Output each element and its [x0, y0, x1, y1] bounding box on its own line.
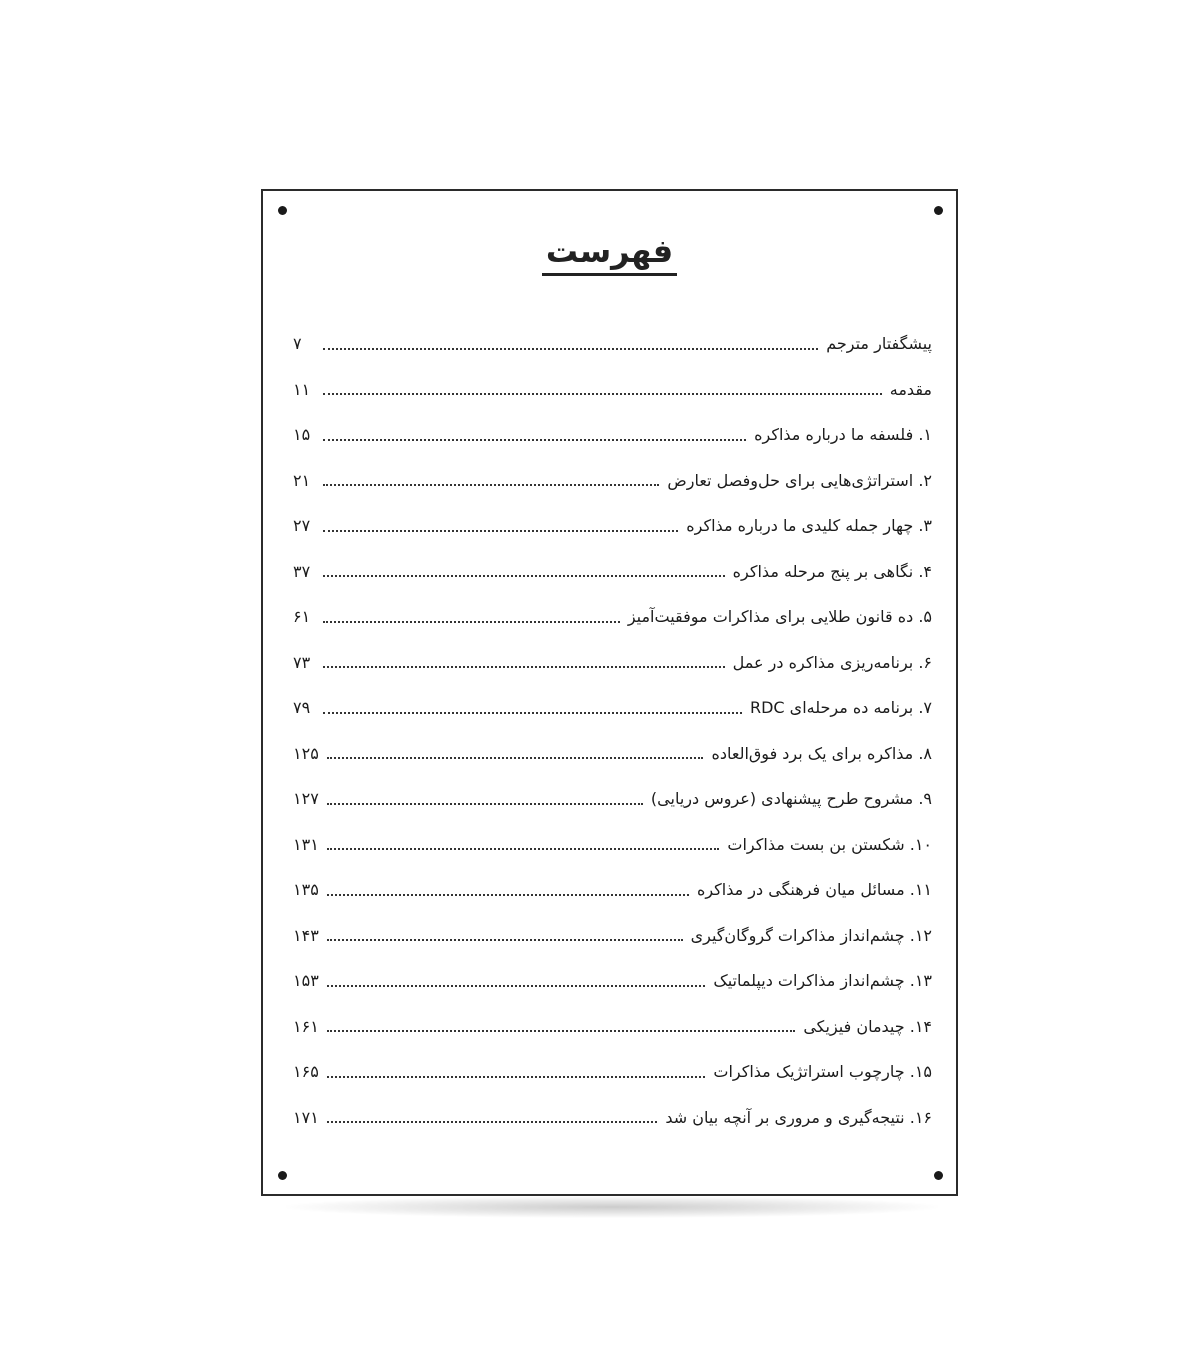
- toc-entry-page-number: ۱۶۱: [293, 1016, 319, 1036]
- toc-entry-title: ۷. برنامه ده مرحله‌ای RDC: [749, 698, 932, 718]
- dot-leader: [323, 439, 746, 441]
- dot-leader: [323, 712, 742, 714]
- toc-entry-title: ۱۵. چارچوب استراتژیک مذاکرات: [713, 1062, 932, 1082]
- toc-entry: [293, 640, 932, 686]
- dot-leader: [327, 1076, 706, 1078]
- toc-entry-page-number: ۱۱: [293, 379, 311, 399]
- dot-leader: [327, 894, 689, 896]
- dot-leader: [327, 1030, 796, 1032]
- toc-entry: [293, 867, 932, 913]
- dot-leader: [327, 1121, 658, 1123]
- toc-entry: [293, 503, 932, 549]
- toc-entry-page-number: ۱۴۳: [293, 925, 319, 945]
- toc-entry-title: ۶. برنامه‌ریزی مذاکره در عمل: [732, 652, 932, 672]
- toc-entry: [293, 731, 932, 777]
- toc-entry: [293, 1004, 932, 1050]
- corner-dot-icon: [278, 1171, 287, 1180]
- dot-leader: [323, 484, 659, 486]
- toc-entry-title: ۱۲. چشم‌انداز مذاکرات گروگان‌گیری: [690, 925, 932, 945]
- toc-entry: [293, 594, 932, 640]
- table-of-contents: [293, 321, 932, 1140]
- toc-entry-title: ۴. نگاهی بر پنج مرحله مذاکره: [732, 561, 932, 581]
- toc-entry-title: ۱۳. چشم‌انداز مذاکرات دیپلماتیک: [713, 971, 932, 991]
- toc-page-frame: [261, 189, 958, 1196]
- dot-leader: [323, 666, 725, 668]
- toc-entry: [293, 549, 932, 595]
- page-shadow: [286, 1196, 938, 1218]
- dot-leader: [327, 939, 683, 941]
- toc-entry: [293, 321, 932, 367]
- dot-leader: [323, 530, 678, 532]
- toc-entry-page-number: ۳۷: [293, 561, 311, 581]
- toc-entry-page-number: ۷۳: [293, 652, 311, 672]
- toc-entry: [293, 1095, 932, 1141]
- page-title-wrapper: [263, 231, 956, 276]
- toc-entry-page-number: ۱۷۱: [293, 1107, 319, 1127]
- toc-entry-page-number: ۱۶۵: [293, 1062, 319, 1082]
- toc-entry-title: ۵. ده قانون طلایی برای مذاکرات موفقیت‌آمیز: [627, 607, 932, 627]
- toc-entry-page-number: ۱۲۵: [293, 743, 319, 763]
- toc-entry-page-number: ۱۳۱: [293, 834, 319, 854]
- toc-entry: [293, 1049, 932, 1095]
- toc-entry: [293, 367, 932, 413]
- toc-entry-page-number: ۱۳۵: [293, 880, 319, 900]
- toc-entry: [293, 776, 932, 822]
- corner-dot-icon: [278, 206, 287, 215]
- toc-entry: [293, 412, 932, 458]
- toc-entry-title: ۱۴. چیدمان فیزیکی: [803, 1016, 932, 1036]
- dot-leader: [327, 985, 706, 987]
- toc-entry-title: ۱۶. نتیجه‌گیری و مروری بر آنچه بیان شد: [665, 1107, 932, 1127]
- toc-entry: [293, 822, 932, 868]
- toc-entry-title: ۲. استراتژی‌هایی برای حل‌وفصل تعارض: [667, 470, 932, 490]
- page-title: فهرست: [542, 231, 677, 276]
- toc-entry-page-number: ۷: [293, 334, 302, 354]
- dot-leader: [323, 393, 882, 395]
- corner-dot-icon: [934, 206, 943, 215]
- toc-entry-page-number: ۱۵۳: [293, 971, 319, 991]
- toc-entry-page-number: ۱۵: [293, 425, 311, 445]
- toc-entry-title: ۳. چهار جمله کلیدی ما درباره مذاکره: [686, 516, 932, 536]
- toc-entry-title: ۱۰. شکستن بن بست مذاکرات: [727, 834, 932, 854]
- corner-dot-icon: [934, 1171, 943, 1180]
- toc-entry-page-number: ۶۱: [293, 607, 311, 627]
- dot-leader: [327, 803, 643, 805]
- toc-entry-title: ۹. مشروح طرح پیشنهادی (عروس دریایی): [650, 789, 932, 809]
- toc-entry-title: ۱۱. مسائل میان فرهنگی در مذاکره: [696, 880, 932, 900]
- toc-entry-title: مقدمه: [889, 379, 932, 399]
- dot-leader: [327, 757, 704, 759]
- dot-leader: [323, 621, 620, 623]
- dot-leader: [323, 575, 725, 577]
- dot-leader: [323, 348, 818, 350]
- toc-entry-page-number: ۷۹: [293, 698, 311, 718]
- dot-leader: [327, 848, 720, 850]
- toc-entry: [293, 458, 932, 504]
- toc-entry-page-number: ۲۷: [293, 516, 311, 536]
- toc-entry-title: ۸. مذاکره برای یک برد فوق‌العاده: [711, 743, 932, 763]
- toc-entry-page-number: ۲۱: [293, 470, 311, 490]
- toc-entry-title: ۱. فلسفه ما درباره مذاکره: [754, 425, 932, 445]
- toc-entry: [293, 913, 932, 959]
- toc-entry-page-number: ۱۲۷: [293, 789, 319, 809]
- toc-entry: [293, 685, 932, 731]
- toc-entry-title: پیشگفتار مترجم: [826, 334, 932, 354]
- toc-entry: [293, 958, 932, 1004]
